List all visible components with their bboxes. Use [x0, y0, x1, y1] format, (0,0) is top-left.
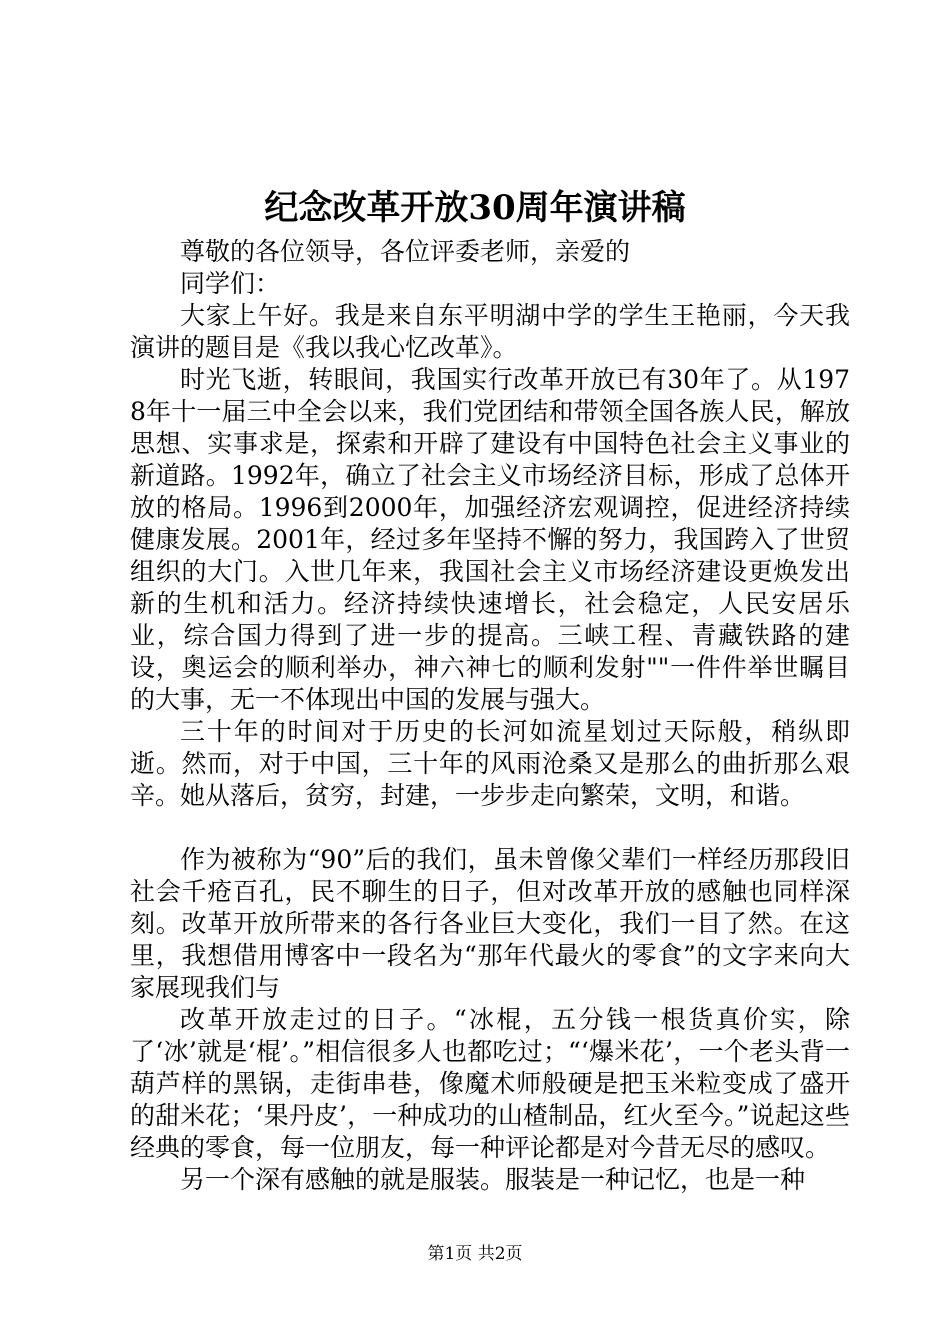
- paragraph: 另一个深有感触的就是服装。服装是一种记忆，也是一种: [180, 1165, 806, 1194]
- salutation-line: 尊敬的各位领导，各位评委老师，亲爱的: [180, 237, 631, 266]
- paragraph: 作为被称为“90”后的我们，虽未曾像父辈们一样经历那段旧社会千疮百孔，民不聊生的日子，但对改革开放的感触也同样深刻。改革开放所带来的各行各业巨大变化，我们一目了然。在这里，我想借用博客中一段名为“那年代最火的零食”的文字来向大家展现我们与: [130, 845, 850, 1002]
- document-body: [130, 236, 850, 1196]
- page-number-footer: 第1页 共2页: [427, 1244, 523, 1264]
- paragraph-gap: [130, 812, 850, 844]
- paragraph: 时光飞逝，转眼间，我国实行改革开放已有30年了。从1978年十一届三中全会以来，我们党团结和带领全国各族人民，解放思想、实事求是，探索和开辟了建设有中国特色社会主义事业的新道路。1992年，确立了社会主义市场经济目标，形成了总体开放的格局。1996到2000年，加强经济宏观调控，促进经济持续健康发展。2001年，经过多年坚持不懈的努力，我国跨入了世贸组织的大门。入世几年来，我国社会主义市场经济建设更焕发出新的生机和活力。经济持续快速增长，社会稳定，人民安居乐业，综合国力得到了进一步的提高。三峡工程、青藏铁路的建设，奥运会的顺利举办，神六神七的顺利发射""一件件举世瞩目的大事，无一不体现出中国的发展与强大。: [130, 365, 850, 714]
- paragraph: 大家上午好。我是来自东平明湖中学的学生王艳丽，今天我演讲的题目是《我以我心忆改革》。: [130, 301, 850, 362]
- salutation-line: 同学们：: [180, 269, 281, 298]
- paragraph: 三十年的时间对于历史的长河如流星划过天际般，稍纵即逝。然而，对于中国，三十年的风雨沧桑又是那么的曲折那么艰辛。她从落后，贫穷，封建，一步步走向繁荣，文明，和谐。: [130, 717, 850, 810]
- document-title: 纪念改革开放30周年演讲稿: [264, 188, 686, 228]
- paragraph: 改革开放走过的日子。“冰棍，五分钱一根货真价实，除了‘冰’就是‘棍’。”相信很多人也都吃过；“‘爆米花’，一个老头背一葫芦样的黑锅，走街串巷，像魔术师般硬是把玉米粒变成了盛开的甜米花；‘果丹皮’，一种成功的山楂制品，红火至今。”说起这些经典的零食，每一位朋友，每一种评论都是对今昔无尽的感叹。: [130, 1005, 850, 1162]
